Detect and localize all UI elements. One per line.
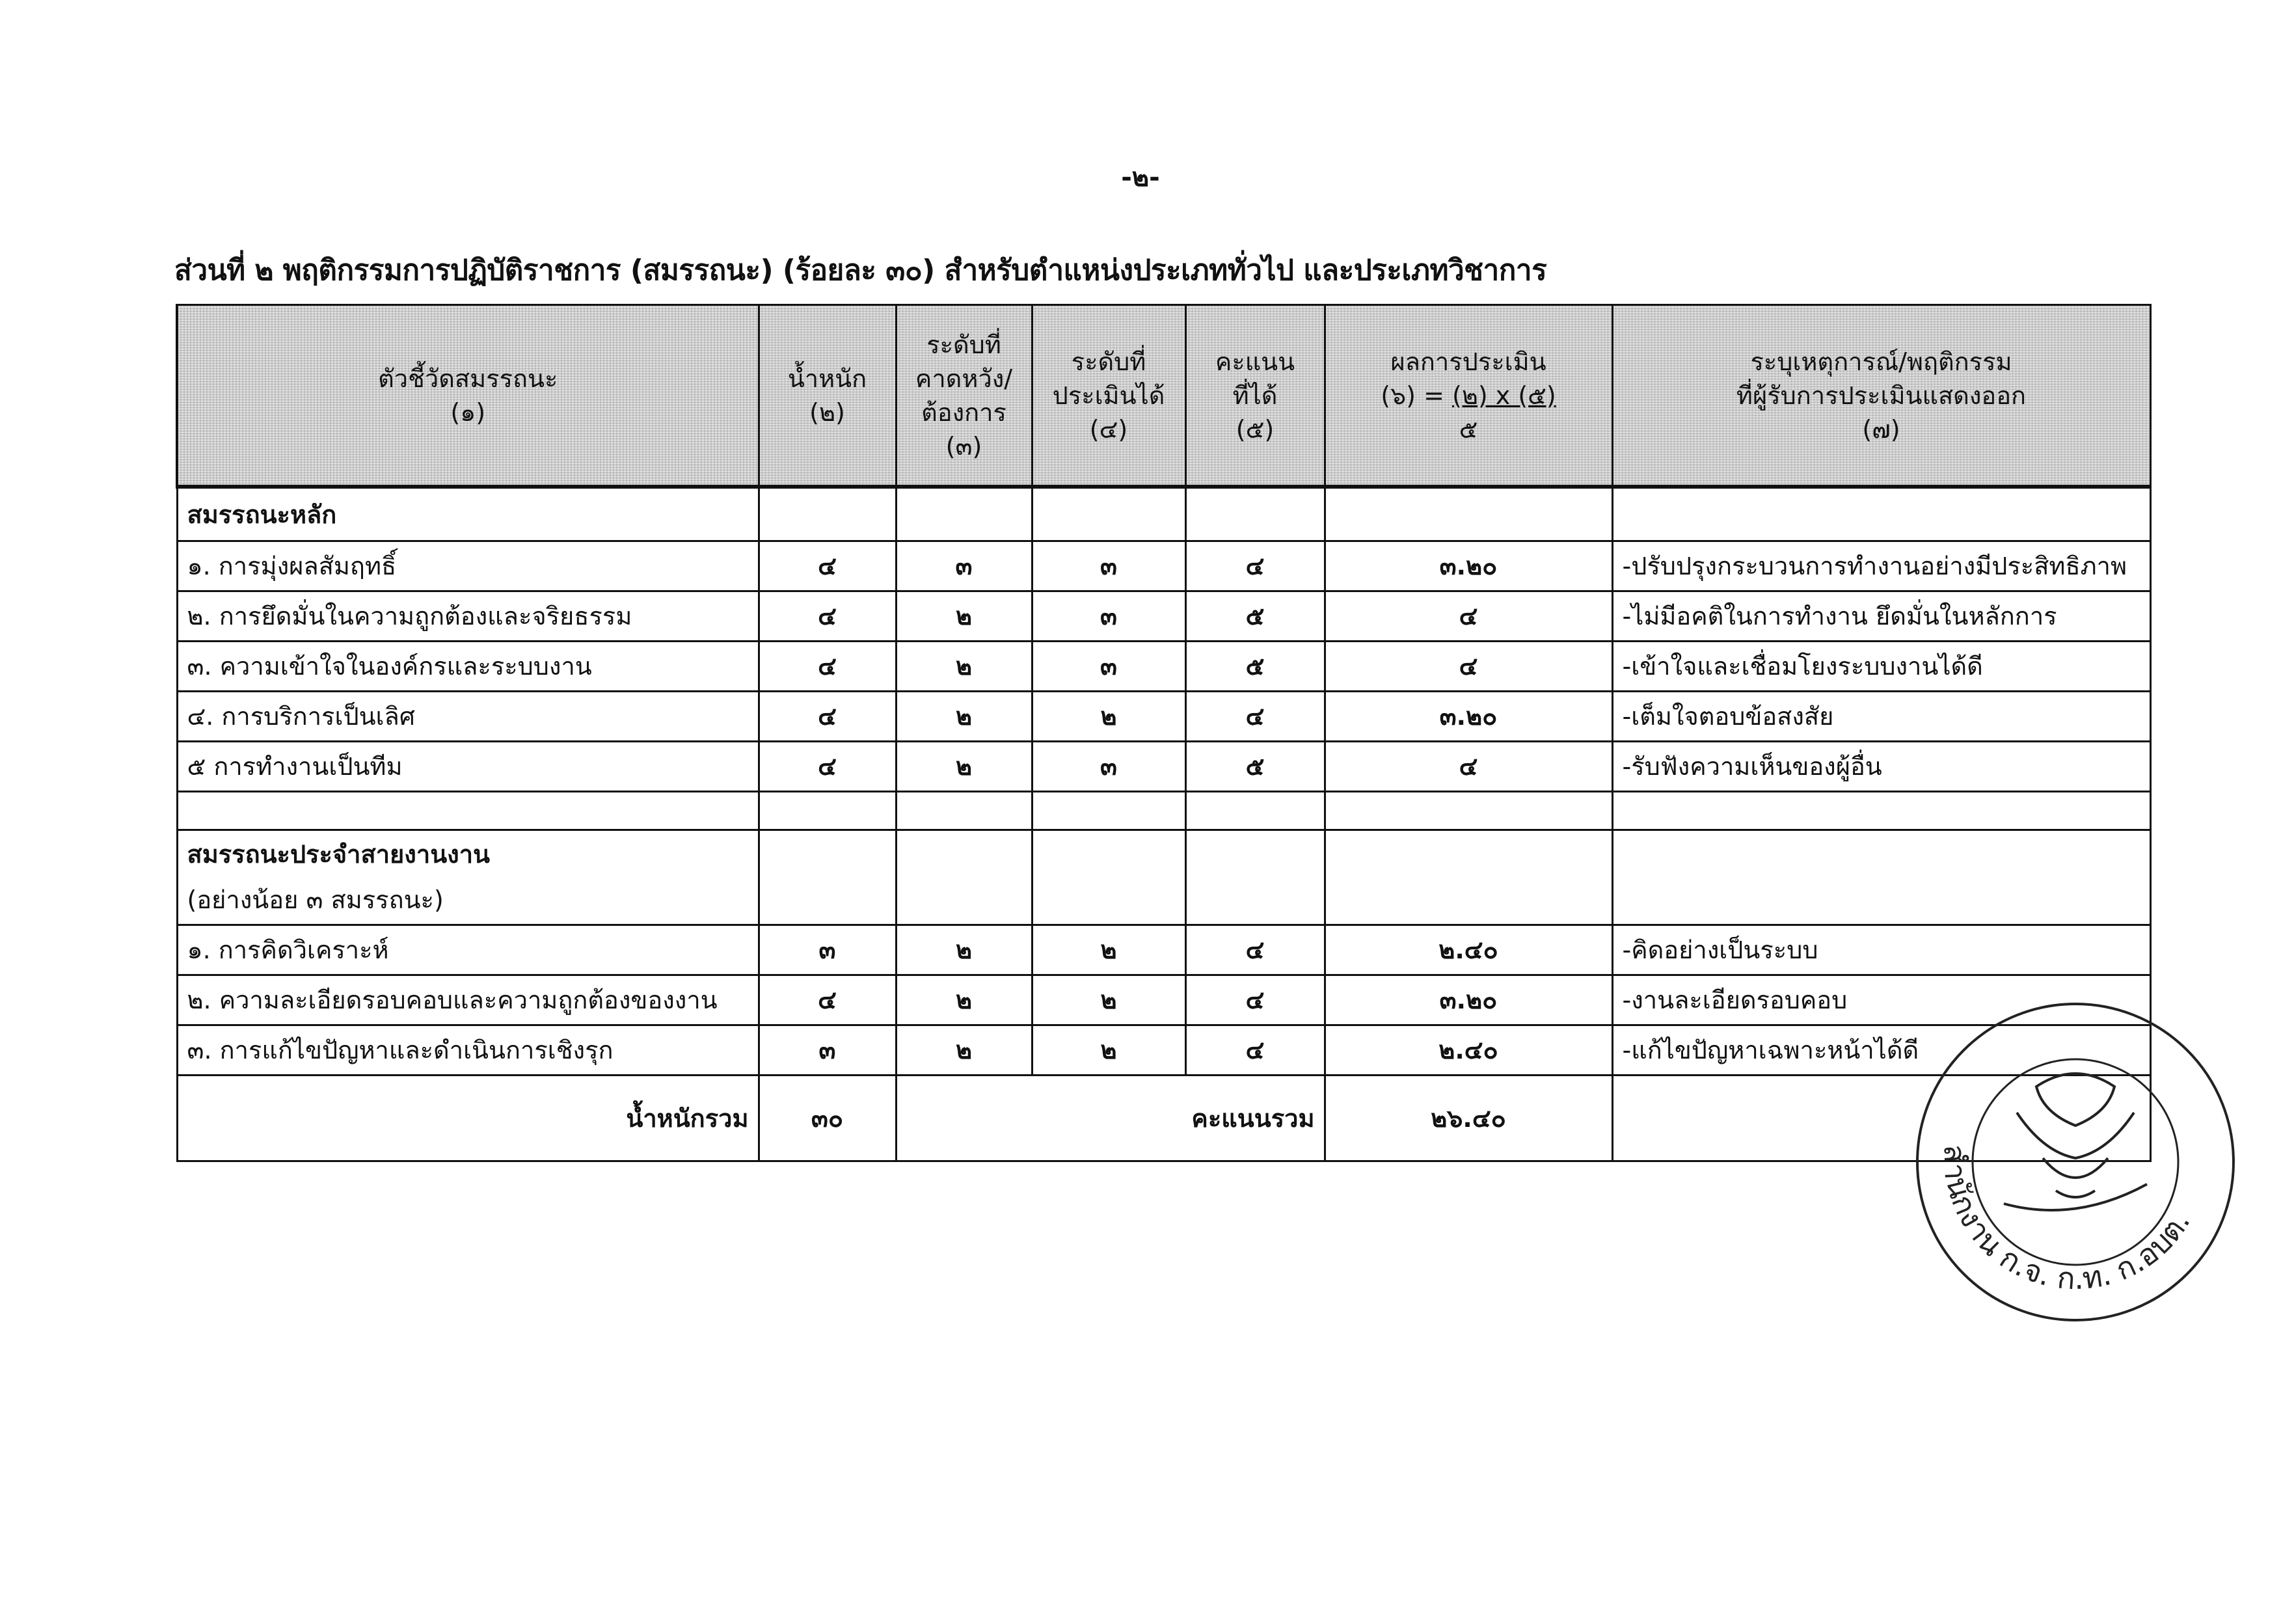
- functional-section-row: [177, 830, 2150, 925]
- empty-cell: [1325, 487, 1612, 541]
- svg-text:สำนักงาน ก.จ. ก.ท. ก.อบต.: [1937, 1144, 2197, 1296]
- empty-cell: [1612, 487, 2150, 541]
- weight-cell: ๔: [759, 591, 896, 641]
- header-text: ที่ผู้รับการประเมินแสดงออก: [1736, 381, 2027, 410]
- result-cell: ๓.๒๐: [1325, 975, 1612, 1025]
- result-cell: ๓.๒๐: [1325, 691, 1612, 741]
- section-title: ส่วนที่ ๒ พฤติกรรมการปฏิบัติราชการ (สมรรถนะ) (ร้อยละ ๓๐) สำหรับตำแหน่งประเภททั่วไป และประเภทวิชาการ: [174, 254, 1547, 287]
- stamp-text: สำนักงาน ก.จ. ก.ท. ก.อบต.: [1937, 1144, 2197, 1297]
- competency-name: ๑. การมุ่งผลสัมฤทธิ์: [177, 541, 759, 591]
- header-row: [177, 305, 2150, 487]
- result-cell: ๒.๔๐: [1325, 1025, 1612, 1075]
- score-cell: ๔: [1185, 541, 1325, 591]
- behavior-cell: -แก้ไขปัญหาเฉพาะหน้าได้ดี: [1612, 1025, 2150, 1075]
- core-section-label: สมรรถนะหลัก: [177, 487, 759, 541]
- header-text: (๒) x (๕): [1452, 381, 1556, 410]
- table-row: [177, 541, 2150, 591]
- header-text: ตัวชี้วัดสมรรถนะ: [378, 364, 558, 393]
- table-row: [177, 641, 2150, 691]
- header-text: ที่ได้: [1232, 381, 1278, 410]
- table-row: [177, 975, 2150, 1025]
- header-score: [1185, 305, 1325, 487]
- expected-level-cell: ๓: [896, 541, 1032, 591]
- header-assessed-level: [1032, 305, 1185, 487]
- empty-cell: [1325, 791, 1612, 830]
- behavior-cell: -ปรับปรุงกระบวนการทำงานอย่างมีประสิทธิภาพ: [1612, 541, 2150, 591]
- assessed-level-cell: ๒: [1032, 925, 1185, 975]
- header-expected-level: [896, 305, 1032, 487]
- weight-cell: ๔: [759, 975, 896, 1025]
- empty-cell: [759, 830, 896, 925]
- empty-cell: [1032, 487, 1185, 541]
- competency-name: ๒. การยึดมั่นในความถูกต้องและจริยธรรม: [177, 591, 759, 641]
- assessed-level-cell: ๒: [1032, 975, 1185, 1025]
- behavior-cell: -เต็มใจตอบข้อสงสัย: [1612, 691, 2150, 741]
- functional-section-label: [177, 830, 759, 925]
- expected-level-cell: ๒: [896, 741, 1032, 791]
- competency-name: ๔. การบริการเป็นเลิศ: [177, 691, 759, 741]
- expected-level-cell: ๒: [896, 925, 1032, 975]
- header-text: (๒): [809, 398, 845, 427]
- header-result: [1325, 305, 1612, 487]
- empty-cell: [1185, 830, 1325, 925]
- header-weight: [759, 305, 896, 487]
- garuda-emblem-icon: [2004, 1074, 2147, 1210]
- behavior-cell: -เข้าใจและเชื่อมโยงระบบงานได้ดี: [1612, 641, 2150, 691]
- weight-total: ๓๐: [759, 1075, 896, 1161]
- header-text: ระดับที่: [1071, 347, 1146, 376]
- office-seal-stamp: [1906, 995, 2245, 1334]
- empty-cell: [896, 830, 1032, 925]
- empty-cell: [759, 791, 896, 830]
- score-cell: ๔: [1185, 691, 1325, 741]
- weight-cell: ๔: [759, 541, 896, 591]
- assessed-level-cell: ๓: [1032, 741, 1185, 791]
- result-cell: ๔: [1325, 741, 1612, 791]
- empty-cell: [1185, 487, 1325, 541]
- weight-cell: ๔: [759, 741, 896, 791]
- weight-cell: ๔: [759, 641, 896, 691]
- result-cell: ๓.๒๐: [1325, 541, 1612, 591]
- assessed-level-cell: ๒: [1032, 691, 1185, 741]
- behavior-cell: -คิดอย่างเป็นระบบ: [1612, 925, 2150, 975]
- page-number: -๒-: [1121, 163, 1160, 193]
- expected-level-cell: ๒: [896, 691, 1032, 741]
- header-text: (๗): [1862, 414, 1900, 444]
- empty-cell: [1032, 830, 1185, 925]
- empty-cell: [1032, 791, 1185, 830]
- score-cell: ๔: [1185, 925, 1325, 975]
- header-text: ระดับที่: [926, 330, 1001, 359]
- score-cell: ๕: [1185, 641, 1325, 691]
- weight-total-label: น้ำหนักรวม: [177, 1075, 759, 1161]
- expected-level-cell: ๒: [896, 975, 1032, 1025]
- header-text: ประเมินได้: [1052, 381, 1165, 410]
- expected-level-cell: ๒: [896, 641, 1032, 691]
- score-cell: ๔: [1185, 1025, 1325, 1075]
- empty-cell: [1612, 830, 2150, 925]
- core-section-row: [177, 487, 2150, 541]
- assessed-level-cell: ๓: [1032, 541, 1185, 591]
- table-row: [177, 925, 2150, 975]
- empty-cell: [896, 791, 1032, 830]
- expected-level-cell: ๒: [896, 591, 1032, 641]
- assessed-level-cell: ๓: [1032, 591, 1185, 641]
- header-indicator: [177, 305, 759, 487]
- behavior-cell: -ไม่มีอคติในการทำงาน ยึดมั่นในหลักการ: [1612, 591, 2150, 641]
- header-text: (๖) =: [1381, 381, 1452, 410]
- header-text: ผลการประเมิน: [1390, 347, 1546, 376]
- header-text: (๔): [1089, 414, 1128, 444]
- header-text: (๓): [945, 431, 982, 461]
- weight-cell: ๓: [759, 1025, 896, 1075]
- weight-cell: ๔: [759, 691, 896, 741]
- result-cell: ๔: [1325, 591, 1612, 641]
- table-row: [177, 691, 2150, 741]
- empty-cell: [1612, 791, 2150, 830]
- header-text: (๑): [450, 398, 486, 427]
- behavior-cell: -งานละเอียดรอบคอบ: [1612, 975, 2150, 1025]
- table-row: [177, 1025, 2150, 1075]
- score-cell: ๕: [1185, 741, 1325, 791]
- empty-cell: [177, 791, 759, 830]
- assessed-level-cell: ๒: [1032, 1025, 1185, 1075]
- competency-table: [176, 304, 2152, 1162]
- empty-cell: [1185, 791, 1325, 830]
- header-text: (๕): [1235, 414, 1275, 444]
- assessed-level-cell: ๓: [1032, 641, 1185, 691]
- result-cell: ๒.๔๐: [1325, 925, 1612, 975]
- spacer-row: [177, 791, 2150, 830]
- section-line: (อย่างน้อย ๓ สมรรถนะ): [187, 886, 444, 914]
- table-row: [177, 591, 2150, 641]
- competency-name: ๓. ความเข้าใจในองค์กรและระบบงาน: [177, 641, 759, 691]
- header-formula: [1335, 379, 1602, 413]
- empty-cell: [1325, 830, 1612, 925]
- expected-level-cell: ๒: [896, 1025, 1032, 1075]
- header-text: ต้องการ: [921, 398, 1006, 427]
- empty-cell: [896, 487, 1032, 541]
- totals-row: [177, 1075, 2150, 1161]
- header-text: น้ำหนัก: [787, 364, 867, 393]
- score-cell: ๕: [1185, 591, 1325, 641]
- header-text: คาดหวัง/: [915, 364, 1013, 393]
- header-text: ๕: [1459, 414, 1478, 444]
- empty-cell: [759, 487, 896, 541]
- result-cell: ๔: [1325, 641, 1612, 691]
- competency-name: ๕ การทำงานเป็นทีม: [177, 741, 759, 791]
- competency-name: ๒. ความละเอียดรอบคอบและความถูกต้องของงาน: [177, 975, 759, 1025]
- competency-name: ๓. การแก้ไขปัญหาและดำเนินการเชิงรุก: [177, 1025, 759, 1075]
- header-behavior: [1612, 305, 2150, 487]
- weight-cell: ๓: [759, 925, 896, 975]
- behavior-cell: -รับฟังความเห็นของผู้อื่น: [1612, 741, 2150, 791]
- section-line: สมรรถนะประจำสายงานงาน: [187, 840, 491, 869]
- header-text: ระบุเหตุการณ์/พฤติกรรม: [1750, 347, 2012, 376]
- table-row: [177, 741, 2150, 791]
- score-total-label: คะแนนรวม: [896, 1075, 1325, 1161]
- score-total: ๒๖.๔๐: [1325, 1075, 1612, 1161]
- header-text: คะแนน: [1215, 347, 1295, 376]
- competency-name: ๑. การคิดวิเคราะห์: [177, 925, 759, 975]
- score-cell: ๔: [1185, 975, 1325, 1025]
